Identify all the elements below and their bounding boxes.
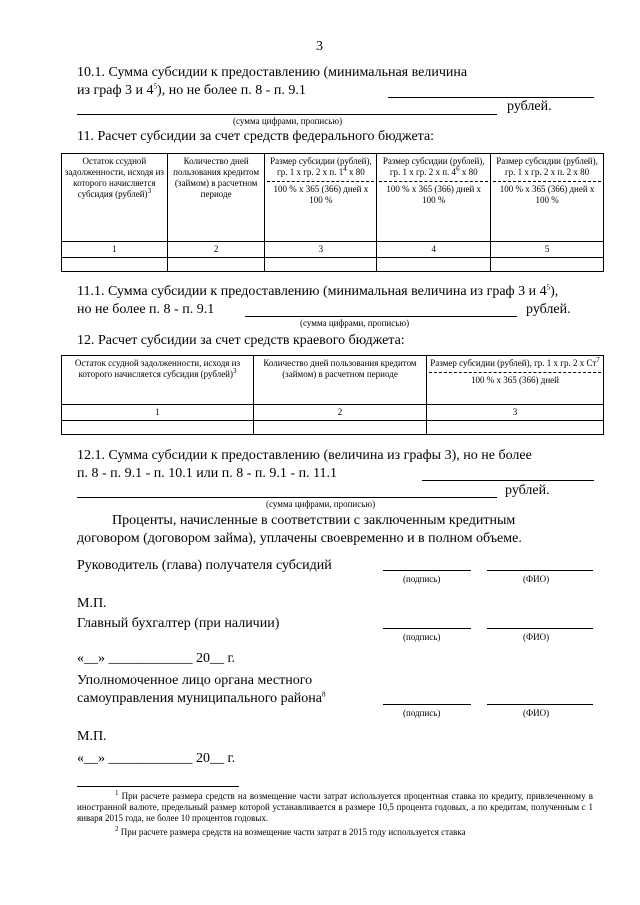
table-header: Размер субсидии (рублей), гр. 1 х гр. 2 х $Ст^7$ 100 % х 365 (366) дней	[427, 356, 604, 405]
signature-line[interactable]	[383, 570, 471, 571]
column-number: 1	[62, 242, 168, 258]
column-number: 1	[62, 405, 254, 421]
section-10-1-line2: из граф 3 и $4^5$), но не более п. 8 - п. 9.1	[77, 82, 306, 98]
column-number: 3	[427, 405, 604, 421]
table-header: Размер субсидии (рублей), гр. 1 х гр. 2 х п. $4^6$ х 80 100 % х 365 (366) дней х 100 %	[377, 154, 491, 242]
section-11-1-line2: но не более п. 8 - п. 9.1	[77, 302, 215, 317]
section-10-1-line1: 10.1. Сумма субсидии к предоставлению (минимальная величина	[77, 65, 468, 80]
rubles-label: рублей.	[505, 483, 550, 498]
fio-caption: (ФИО)	[523, 708, 550, 718]
table-header: Количество дней пользования кредитом (займом) в расчетном периоде	[254, 356, 427, 405]
column-number: 4	[377, 242, 491, 258]
sign-caption: (подпись)	[403, 632, 441, 642]
accountant-label: Главный бухгалтер (при наличии)	[77, 616, 280, 631]
stamp-place: М.П.	[77, 729, 107, 744]
table-cell[interactable]	[167, 258, 265, 272]
signature-line[interactable]	[383, 628, 471, 629]
statement-line2: договором (договором займа), уплачены своевременно и в полном объеме.	[77, 531, 522, 546]
column-number: 5	[491, 242, 604, 258]
page-number: 3	[316, 39, 323, 54]
signature-line[interactable]	[383, 704, 471, 705]
date-field[interactable]: «__» ____________ 20__ г.	[77, 651, 236, 666]
sign-caption: (подпись)	[403, 708, 441, 718]
regional-table	[61, 355, 604, 435]
fio-caption: (ФИО)	[523, 574, 550, 584]
column-number: 2	[167, 242, 265, 258]
amount-line	[422, 480, 594, 481]
amount-caption: (сумма цифрами, прописью)	[266, 499, 376, 509]
official-label-line1: Уполномоченное лицо органа местного	[77, 673, 313, 688]
amount-caption: (сумма цифрами, прописью)	[233, 116, 343, 126]
table-header: Остаток ссудной задолженности, исходя из которого начисляется субсидия (рублей)$^3$	[62, 154, 168, 242]
table-cell[interactable]	[254, 421, 427, 435]
table-cell[interactable]	[377, 258, 491, 272]
rubles-label: рублей.	[507, 99, 552, 114]
footnote-2: $^2$ При расчете размера средств на возмещение части затрат в 2015 году используется ставка	[115, 825, 466, 837]
table-cell[interactable]	[62, 258, 168, 272]
table-header: Количество дней пользования кредитом (займом) в расчетном периоде	[167, 154, 265, 242]
footnote-divider	[77, 786, 239, 787]
section-11-1-line1: 11.1. Сумма субсидии к предоставлению (минимальная величина из граф 3 и $4^5$),	[77, 283, 559, 299]
official-label-line2: самоуправления муниципального района$^8$	[77, 690, 326, 706]
table-cell[interactable]	[265, 258, 377, 272]
head-signature-label: Руководитель (глава) получателя субсидий	[77, 558, 332, 573]
column-number: 3	[265, 242, 377, 258]
section-12-title: 12. Расчет субсидии за счет средств краевого бюджета:	[77, 333, 405, 348]
fio-line[interactable]	[487, 628, 593, 629]
federal-table	[61, 153, 604, 272]
sign-caption: (подпись)	[403, 574, 441, 584]
fio-line[interactable]	[487, 704, 593, 705]
section-11-title: 11. Расчет субсидии за счет средств федерального бюджета:	[77, 129, 435, 144]
amount-line	[245, 316, 517, 317]
fio-line[interactable]	[487, 570, 593, 571]
section-12-1-line2: п. 8 - п. 9.1 - п. 10.1 или п. 8 - п. 9.1 - п. 11.1	[77, 466, 338, 481]
table-cell[interactable]	[427, 421, 604, 435]
amount-line	[388, 97, 594, 98]
table-cell[interactable]	[491, 258, 604, 272]
footnote-1: $^1$ При расчете размера средств на возмещение части затрат используется процентная ставка по кредиту, привлеченному в иностранной валюте, предельный размер которой устанавливается в размере 10,5 процента годовых, а по кредитам, полученным с 1 января 2015 года, не более 10 процентов годовых.	[77, 789, 593, 823]
table-header: Остаток ссудной задолженности, исходя из которого начисляется субсидия (рублей)$^3$	[62, 356, 254, 405]
stamp-place: М.П.	[77, 596, 107, 611]
amount-line	[77, 497, 497, 498]
table-cell[interactable]	[62, 421, 254, 435]
date-field[interactable]: «__» ____________ 20__ г.	[77, 751, 236, 766]
section-12-1-line1: 12.1. Сумма субсидии к предоставлению (величина из графы 3), но не более	[77, 448, 532, 463]
table-header: Размер субсидии (рублей), гр. 1 х гр. 2 х п. $1^4$ х 80 100 % х 365 (366) дней х 100 %	[265, 154, 377, 242]
table-header: Размер субсидии (рублей), гр. 1 х гр. 2 х п. 2 х 80 100 % х 365 (366) дней х 100 %	[491, 154, 604, 242]
statement-line1: Проценты, начисленные в соответствии с заключенным кредитным	[112, 513, 516, 528]
amount-caption: (сумма цифрами, прописью)	[300, 318, 410, 328]
amount-line	[77, 114, 497, 115]
column-number: 2	[254, 405, 427, 421]
fio-caption: (ФИО)	[523, 632, 550, 642]
rubles-label: рублей.	[526, 302, 571, 317]
